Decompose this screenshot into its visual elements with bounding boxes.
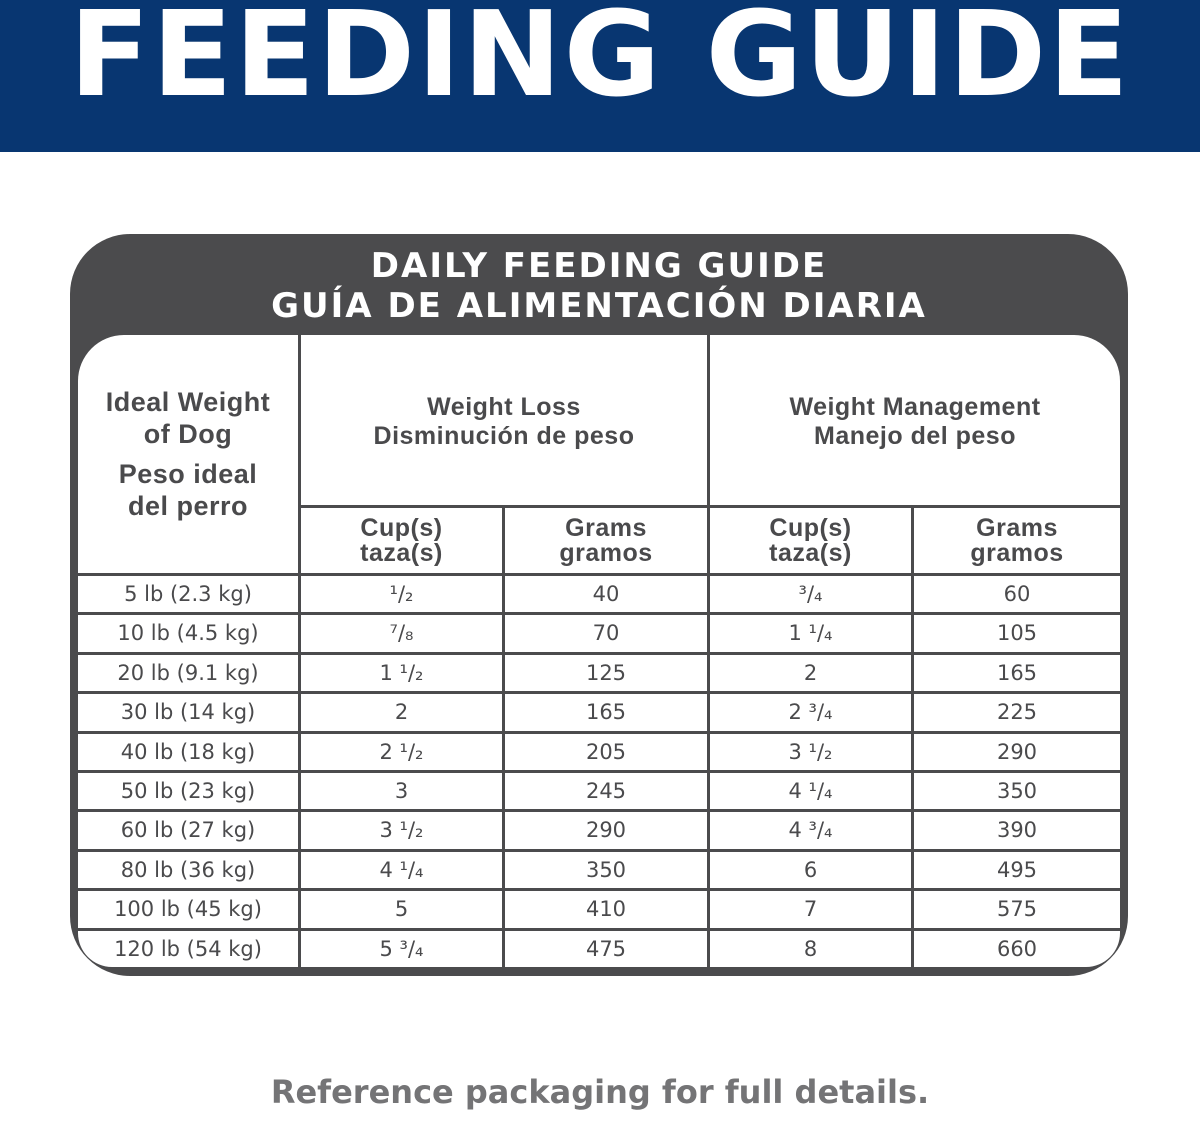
mgmt-cups-cell: 7 [803,897,818,921]
loss-grams-cell: 350 [585,858,627,882]
loss-grams-cell: 475 [585,937,627,961]
loss-cups-cell: ⁷/₈ [389,621,414,645]
loss-cups-cell: 4 ¹/₄ [379,858,424,882]
mgmt-cups-cell: 2 ³/₄ [788,700,833,724]
divider-loss-management [707,335,710,967]
loss-grams-cell: 205 [585,740,627,764]
mgmt-grams-cell: 350 [996,779,1038,803]
mgmt-grams-header-es: gramos [970,538,1064,567]
loss-cups-cell: 5 ³/₄ [379,937,424,961]
mgmt-cups-cell: 1 ¹/₄ [788,621,833,645]
weight-loss-header-es: Disminución de peso [373,422,635,450]
weight-cell: 30 lb (14 kg) [120,700,256,724]
weight-cell: 40 lb (18 kg) [120,740,256,764]
divider-weight-column [298,335,301,967]
header-banner [0,0,1200,152]
loss-grams-cell: 165 [585,700,627,724]
mgmt-cups-cell: 3 ¹/₂ [788,740,833,764]
mgmt-cups-cell: 8 [803,937,818,961]
weight-management-header-es: Manejo del peso [814,422,1016,450]
loss-grams-cell: 245 [585,779,627,803]
mgmt-grams-cell: 290 [996,740,1038,764]
ideal-weight-header-es-1: Peso ideal [118,459,258,489]
divider-row [78,770,1120,773]
guide-title-english: DAILY FEEDING GUIDE [370,246,828,286]
loss-cups-cell: ¹/₂ [389,582,414,606]
mgmt-grams-cell: 225 [996,700,1038,724]
loss-grams-cell: 290 [585,818,627,842]
divider-row [78,809,1120,812]
ideal-weight-header-en-1: Ideal Weight [105,387,271,417]
loss-cups-cell: 5 [394,897,409,921]
loss-cups-cell: 3 ¹/₂ [379,818,424,842]
weight-cell: 20 lb (9.1 kg) [117,661,259,685]
guide-title-spanish: GUÍA DE ALIMENTACIÓN DIARIA [271,286,927,326]
mgmt-grams-cell: 660 [996,937,1038,961]
divider-row [78,652,1120,655]
mgmt-cups-header-es: taza(s) [769,538,852,567]
loss-cups-cell: 2 [394,700,409,724]
loss-grams-header-es: gramos [559,538,653,567]
ideal-weight-header [78,335,298,573]
loss-grams-cell: 410 [585,897,627,921]
loss-cups-cell: 2 ¹/₂ [379,740,424,764]
weight-cell: 80 lb (36 kg) [120,858,256,882]
loss-grams-header [505,508,707,573]
weight-cell: 50 lb (23 kg) [120,779,256,803]
feeding-guide-card [70,234,1128,976]
footer-note: Reference packaging for full details. [270,1073,930,1111]
loss-grams-cell: 70 [592,621,620,645]
loss-cups-cell: 3 [394,779,409,803]
mgmt-grams-cell: 390 [996,818,1038,842]
page-title: FEEDING GUIDE [69,0,1131,123]
ideal-weight-header-en-2: of Dog [143,419,233,449]
mgmt-grams-cell: 165 [996,661,1038,685]
mgmt-cups-cell: ³/₄ [798,582,823,606]
loss-grams-header-en: Grams [565,513,647,542]
loss-grams-cell: 125 [585,661,627,685]
ideal-weight-header-es-2: del perro [127,491,249,521]
mgmt-grams-cell: 105 [996,621,1038,645]
mgmt-cups-header-en: Cup(s) [769,513,852,542]
loss-cups-header-es: taza(s) [360,538,443,567]
mgmt-cups-header [710,508,911,573]
loss-cups-header-en: Cup(s) [360,513,443,542]
weight-cell: 100 lb (45 kg) [114,897,262,921]
loss-cups-cell: 1 ¹/₂ [379,661,424,685]
weight-cell: 5 lb (2.3 kg) [124,582,252,606]
divider-row [78,691,1120,694]
loss-cups-header [301,508,502,573]
weight-loss-header-en: Weight Loss [427,393,581,421]
mgmt-cups-cell: 4 ³/₄ [788,818,833,842]
mgmt-grams-cell: 60 [1003,582,1031,606]
mgmt-grams-header-en: Grams [976,513,1058,542]
divider-row [78,888,1120,891]
mgmt-grams-cell: 495 [996,858,1038,882]
weight-cell: 10 lb (4.5 kg) [117,621,259,645]
loss-grams-cell: 40 [592,582,620,606]
mgmt-grams-cell: 575 [996,897,1038,921]
divider-row [78,849,1120,852]
mgmt-cups-cell: 4 ¹/₄ [788,779,833,803]
divider-row [78,731,1120,734]
feeding-table [78,335,1120,967]
weight-cell: 120 lb (54 kg) [114,937,262,961]
divider-row [78,928,1120,931]
divider-header-bottom [78,573,1120,576]
weight-management-header [710,335,1120,505]
weight-management-header-en: Weight Management [789,393,1041,421]
mgmt-cups-cell: 6 [803,858,818,882]
weight-cell: 60 lb (27 kg) [120,818,256,842]
mgmt-grams-header [914,508,1120,573]
divider-row [78,612,1120,615]
mgmt-cups-cell: 2 [803,661,818,685]
divider-subheader [298,505,1120,508]
weight-loss-header [301,335,707,505]
